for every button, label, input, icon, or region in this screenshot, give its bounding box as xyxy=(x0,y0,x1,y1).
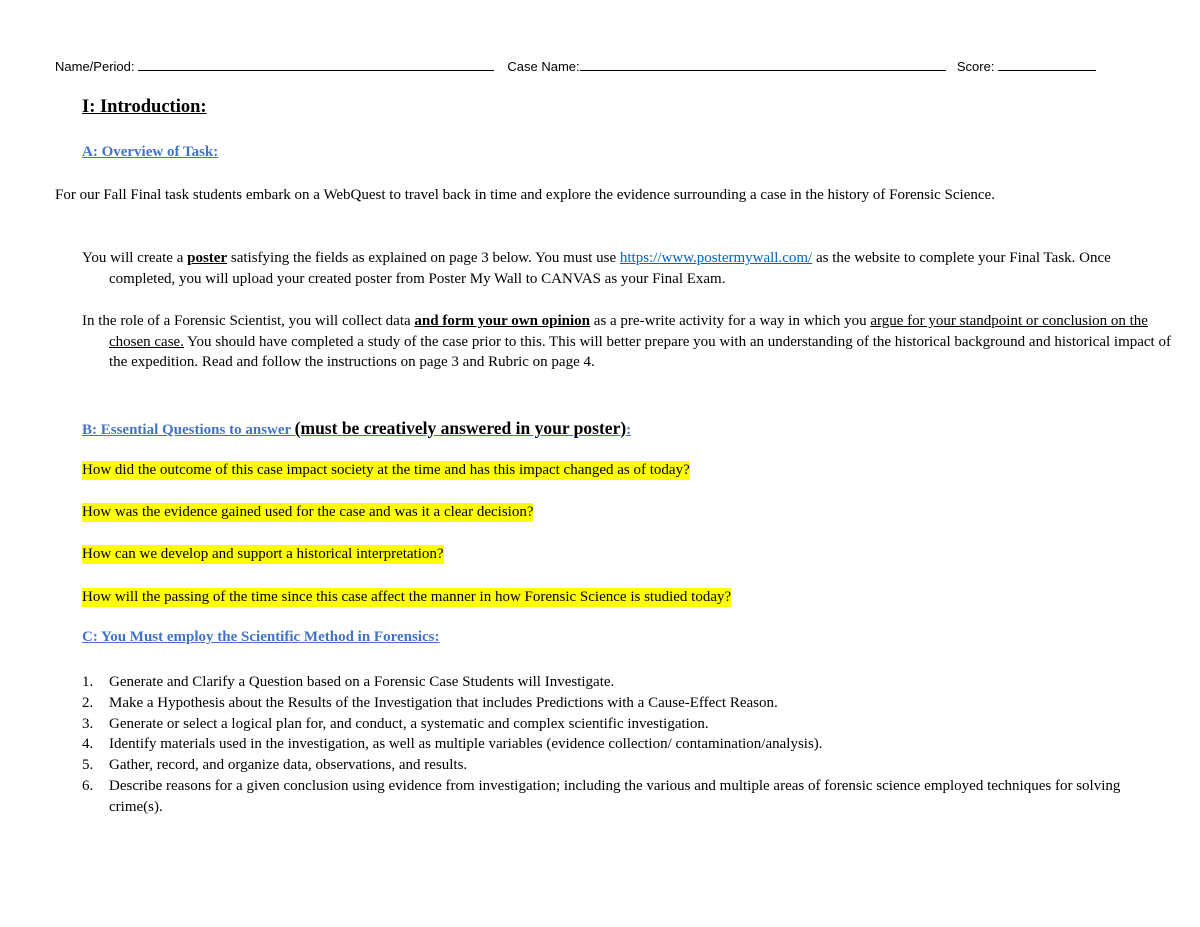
method-step xyxy=(82,693,1142,714)
role-paragraph xyxy=(82,311,1174,373)
overview-heading: A: Overview of Task: xyxy=(82,144,219,160)
essential-question-4: How will the passing of the time since this case affect the manner in how Forensic Science is studied today? xyxy=(82,589,732,605)
method-step-text: Generate and Clarify a Question based on a Forensic Case Students will Investigate. xyxy=(109,674,615,690)
essential-question-3: How can we develop and support a historical interpretation? xyxy=(82,546,444,562)
poster-paragraph xyxy=(82,248,1174,289)
method-step xyxy=(82,734,1142,755)
section-title: I: Introduction: xyxy=(82,97,207,117)
essential-paren-close: : xyxy=(626,422,632,438)
name-period-label: Name/Period: xyxy=(55,59,135,74)
essential-paren-open: ( xyxy=(294,418,301,438)
method-step xyxy=(82,714,1142,735)
method-steps-list xyxy=(82,672,1142,818)
essential-paren-close-a: ) xyxy=(620,418,627,438)
score-field[interactable] xyxy=(998,57,1096,71)
role-bold: and form your own opinion xyxy=(414,313,591,329)
role-pre: In the role of a Forensic Scientist, you will collect data xyxy=(82,313,415,329)
essential-emphasis: must be creatively answered in your poster xyxy=(300,418,621,438)
method-step-text: Describe reasons for a given conclusion using evidence from investigation; including the various and multiple areas of forensic science employed techniques for solving crime(s). xyxy=(109,777,1121,815)
method-step-number: 3. xyxy=(82,715,94,732)
method-step-text: Gather, record, and organize data, observations, and results. xyxy=(109,757,468,774)
poster-mid: satisfying the fields as explained on page 3 below. You must use xyxy=(227,250,620,266)
method-step-number: 6. xyxy=(82,777,94,794)
poster-pre: You will create a xyxy=(82,250,188,266)
method-step-text: Identify materials used in the investigation, as well as multiple variables (evidence collection/ contamination/analysis). xyxy=(109,736,823,753)
essential-heading xyxy=(82,418,631,439)
role-underline: argue for your standpoint or conclusion on the chosen case. xyxy=(109,313,1148,350)
role-mid: as a pre-write activity for a way in which you xyxy=(590,313,871,329)
method-heading: C: You Must employ the Scientific Method in Forensics: xyxy=(82,629,440,645)
method-step-text: Generate or select a logical plan for, and conduct, a systematic and complex scientific investigation. xyxy=(109,715,709,732)
essential-question-2: How was the evidence gained used for the case and was it a clear decision? xyxy=(82,504,534,520)
method-step-number: 1. xyxy=(82,674,94,690)
essential-heading-text: B: Essential Questions to answer xyxy=(82,422,295,438)
essential-question-1: How did the outcome of this case impact society at the time and has this impact changed as of today? xyxy=(82,462,690,478)
case-name-field[interactable] xyxy=(580,57,946,71)
method-step xyxy=(82,755,1142,776)
poster-word: poster xyxy=(187,250,228,266)
method-step xyxy=(82,776,1142,818)
postermywall-link[interactable]: https://www.postermywall.com/ xyxy=(619,250,813,266)
method-step-text: Make a Hypothesis about the Results of the Investigation that includes Predictions with a Cause-Effect Reason. xyxy=(109,694,778,711)
case-name-label: Case Name: xyxy=(507,59,580,74)
method-step xyxy=(82,672,1142,693)
poster-post: as the website to complete your Final Task. Once completed, you will upload your created poster from Poster My Wall to CANVAS as your Final Exam. xyxy=(109,250,1111,287)
header-fields xyxy=(55,57,1155,74)
score-label: Score: xyxy=(956,59,995,74)
name-period-field[interactable] xyxy=(138,57,494,71)
method-step-number: 5. xyxy=(82,757,94,774)
role-post: You should have completed a study of the case prior to this. This will better prepare you with an understanding of the historical background and historical impact of the expedition. Read and follow the instructions on page 3 and Rubric on page 4. xyxy=(109,333,1171,370)
method-step-number: 4. xyxy=(82,736,94,753)
overview-intro: For our Fall Final task students embark on a WebQuest to travel back in time and explore the evidence surrounding a case in the history of Forensic Science. xyxy=(55,187,995,203)
method-step-number: 2. xyxy=(82,694,94,711)
